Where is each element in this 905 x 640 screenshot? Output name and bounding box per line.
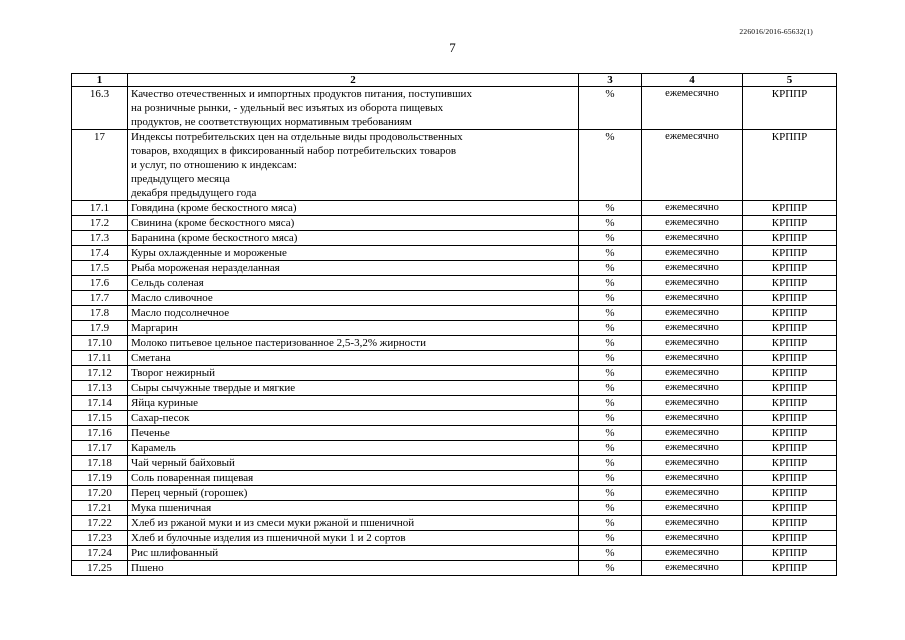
- indicator-name: Индексы потребительских цен на отдельные виды продовольственных товаров, входящих в фиксированный набор потребительских товаров и услуг, по отношению к индексам: предыдущего месяца декабря предыдущего года: [128, 130, 579, 201]
- source-cell: КРППР: [743, 546, 837, 561]
- periodicity-cell: ежемесячно: [642, 351, 743, 366]
- row-number: 17.7: [72, 291, 128, 306]
- unit-cell: %: [579, 130, 642, 201]
- source-cell: КРППР: [743, 486, 837, 501]
- unit-cell: %: [579, 396, 642, 411]
- source-cell: КРППР: [743, 321, 837, 336]
- source-cell: КРППР: [743, 561, 837, 576]
- indicator-name: Баранина (кроме бескостного мяса): [128, 231, 579, 246]
- row-number: 17.12: [72, 366, 128, 381]
- source-cell: КРППР: [743, 291, 837, 306]
- indicator-name: Сельдь соленая: [128, 276, 579, 291]
- indicator-name: Свинина (кроме бескостного мяса): [128, 216, 579, 231]
- unit-cell: %: [579, 351, 642, 366]
- row-number: 17.5: [72, 261, 128, 276]
- indicator-name: Молоко питьевое цельное пастеризованное 2,5-3,2% жирности: [128, 336, 579, 351]
- source-cell: КРППР: [743, 261, 837, 276]
- periodicity-cell: ежемесячно: [642, 471, 743, 486]
- indicator-name: Печенье: [128, 426, 579, 441]
- periodicity-cell: ежемесячно: [642, 366, 743, 381]
- unit-cell: %: [579, 321, 642, 336]
- unit-cell: %: [579, 306, 642, 321]
- column-header: 5: [743, 74, 837, 87]
- column-header: 1: [72, 74, 128, 87]
- indicator-name: Сыры сычужные твердые и мягкие: [128, 381, 579, 396]
- periodicity-cell: ежемесячно: [642, 246, 743, 261]
- page-number: 7: [449, 40, 456, 55]
- row-number: 17.19: [72, 471, 128, 486]
- unit-cell: %: [579, 516, 642, 531]
- source-cell: КРППР: [743, 501, 837, 516]
- document-registration-number: 226016/2016-65632(1): [739, 27, 813, 36]
- source-cell: КРППР: [743, 306, 837, 321]
- unit-cell: %: [579, 561, 642, 576]
- table-row: [72, 516, 837, 531]
- table-row: [72, 426, 837, 441]
- periodicity-cell: ежемесячно: [642, 321, 743, 336]
- table-row: [72, 381, 837, 396]
- table-row: [72, 216, 837, 231]
- table-row: [72, 276, 837, 291]
- unit-cell: %: [579, 471, 642, 486]
- periodicity-cell: ежемесячно: [642, 516, 743, 531]
- table-row: [72, 456, 837, 471]
- source-cell: КРППР: [743, 336, 837, 351]
- unit-cell: %: [579, 231, 642, 246]
- indicator-name: Яйца куриные: [128, 396, 579, 411]
- periodicity-cell: ежемесячно: [642, 261, 743, 276]
- indicator-name: Рыба мороженая неразделанная: [128, 261, 579, 276]
- row-number: 17.9: [72, 321, 128, 336]
- source-cell: КРППР: [743, 87, 837, 130]
- periodicity-cell: ежемесячно: [642, 87, 743, 130]
- row-number: 17.15: [72, 411, 128, 426]
- unit-cell: %: [579, 546, 642, 561]
- periodicity-cell: ежемесячно: [642, 336, 743, 351]
- unit-cell: %: [579, 486, 642, 501]
- table-row: [72, 231, 837, 246]
- table-row: [72, 396, 837, 411]
- unit-cell: %: [579, 87, 642, 130]
- periodicity-cell: ежемесячно: [642, 456, 743, 471]
- indicator-name: Пшено: [128, 561, 579, 576]
- row-number: 17.23: [72, 531, 128, 546]
- periodicity-cell: ежемесячно: [642, 381, 743, 396]
- row-number: 17.1: [72, 201, 128, 216]
- periodicity-cell: ежемесячно: [642, 276, 743, 291]
- indicator-name: Перец черный (горошек): [128, 486, 579, 501]
- indicator-name: Масло подсолнечное: [128, 306, 579, 321]
- indicator-name: Чай черный байховый: [128, 456, 579, 471]
- unit-cell: %: [579, 411, 642, 426]
- row-number: 17.10: [72, 336, 128, 351]
- periodicity-cell: ежемесячно: [642, 531, 743, 546]
- source-cell: КРППР: [743, 426, 837, 441]
- source-cell: КРППР: [743, 246, 837, 261]
- source-cell: КРППР: [743, 456, 837, 471]
- indicator-name: Соль поваренная пищевая: [128, 471, 579, 486]
- source-cell: КРППР: [743, 231, 837, 246]
- periodicity-cell: ежемесячно: [642, 216, 743, 231]
- table-row: [72, 130, 837, 201]
- table-row: [72, 246, 837, 261]
- row-number: 17.8: [72, 306, 128, 321]
- periodicity-cell: ежемесячно: [642, 426, 743, 441]
- indicator-name: Маргарин: [128, 321, 579, 336]
- table-row: [72, 366, 837, 381]
- table-row: [72, 351, 837, 366]
- column-header: 2: [128, 74, 579, 87]
- periodicity-cell: ежемесячно: [642, 231, 743, 246]
- source-cell: КРППР: [743, 441, 837, 456]
- table-row: [72, 441, 837, 456]
- table-row: [72, 411, 837, 426]
- unit-cell: %: [579, 336, 642, 351]
- row-number: 17.6: [72, 276, 128, 291]
- table-header-row: [72, 74, 837, 87]
- source-cell: КРППР: [743, 531, 837, 546]
- periodicity-cell: ежемесячно: [642, 396, 743, 411]
- column-header: 4: [642, 74, 743, 87]
- periodicity-cell: ежемесячно: [642, 306, 743, 321]
- indicator-name: Говядина (кроме бескостного мяса): [128, 201, 579, 216]
- column-header: 3: [579, 74, 642, 87]
- unit-cell: %: [579, 246, 642, 261]
- indicator-name: Сахар-песок: [128, 411, 579, 426]
- source-cell: КРППР: [743, 381, 837, 396]
- source-cell: КРППР: [743, 366, 837, 381]
- unit-cell: %: [579, 456, 642, 471]
- indicator-name: Сметана: [128, 351, 579, 366]
- indicator-name: Мука пшеничная: [128, 501, 579, 516]
- table-row: [72, 306, 837, 321]
- table-row: [72, 261, 837, 276]
- indicator-name: Карамель: [128, 441, 579, 456]
- periodicity-cell: ежемесячно: [642, 291, 743, 306]
- table-row: [72, 201, 837, 216]
- table-row: [72, 486, 837, 501]
- table-row: [72, 321, 837, 336]
- row-number: 17.2: [72, 216, 128, 231]
- row-number: 17.18: [72, 456, 128, 471]
- row-number: 17.13: [72, 381, 128, 396]
- indicator-name: Хлеб из ржаной муки и из смеси муки ржаной и пшеничной: [128, 516, 579, 531]
- row-number: 17.14: [72, 396, 128, 411]
- row-number: 17.24: [72, 546, 128, 561]
- unit-cell: %: [579, 276, 642, 291]
- indicator-name: Масло сливочное: [128, 291, 579, 306]
- source-cell: КРППР: [743, 396, 837, 411]
- source-cell: КРППР: [743, 276, 837, 291]
- row-number: 17.22: [72, 516, 128, 531]
- unit-cell: %: [579, 216, 642, 231]
- unit-cell: %: [579, 201, 642, 216]
- periodicity-cell: ежемесячно: [642, 411, 743, 426]
- unit-cell: %: [579, 261, 642, 276]
- row-number: 17: [72, 130, 128, 201]
- row-number: 17.17: [72, 441, 128, 456]
- indicator-name: Рис шлифованный: [128, 546, 579, 561]
- row-number: 17.20: [72, 486, 128, 501]
- periodicity-cell: ежемесячно: [642, 130, 743, 201]
- source-cell: КРППР: [743, 411, 837, 426]
- table-row: [72, 561, 837, 576]
- periodicity-cell: ежемесячно: [642, 546, 743, 561]
- indicators-table: [71, 73, 837, 576]
- unit-cell: %: [579, 501, 642, 516]
- periodicity-cell: ежемесячно: [642, 486, 743, 501]
- row-number: 17.4: [72, 246, 128, 261]
- row-number: 17.11: [72, 351, 128, 366]
- unit-cell: %: [579, 381, 642, 396]
- unit-cell: %: [579, 291, 642, 306]
- source-cell: КРППР: [743, 351, 837, 366]
- source-cell: КРППР: [743, 516, 837, 531]
- periodicity-cell: ежемесячно: [642, 561, 743, 576]
- periodicity-cell: ежемесячно: [642, 501, 743, 516]
- source-cell: КРППР: [743, 471, 837, 486]
- table-row: [72, 471, 837, 486]
- table-row: [72, 546, 837, 561]
- row-number: 17.16: [72, 426, 128, 441]
- table-row: [72, 291, 837, 306]
- indicator-name: Творог нежирный: [128, 366, 579, 381]
- indicator-name: Качество отечественных и импортных продуктов питания, поступивших на розничные рынки, - удельный вес изъятых из оборота пищевых продуктов, не соответствующих нормативным требованиям: [128, 87, 579, 130]
- row-number: 16.3: [72, 87, 128, 130]
- table-row: [72, 531, 837, 546]
- source-cell: КРППР: [743, 216, 837, 231]
- unit-cell: %: [579, 531, 642, 546]
- periodicity-cell: ежемесячно: [642, 201, 743, 216]
- periodicity-cell: ежемесячно: [642, 441, 743, 456]
- unit-cell: %: [579, 366, 642, 381]
- table-row: [72, 87, 837, 130]
- table-row: [72, 336, 837, 351]
- table-body: [72, 87, 837, 576]
- row-number: 17.21: [72, 501, 128, 516]
- table-row: [72, 501, 837, 516]
- row-number: 17.3: [72, 231, 128, 246]
- indicator-name: Хлеб и булочные изделия из пшеничной муки 1 и 2 сортов: [128, 531, 579, 546]
- source-cell: КРППР: [743, 130, 837, 201]
- unit-cell: %: [579, 426, 642, 441]
- indicator-name: Куры охлажденные и мороженые: [128, 246, 579, 261]
- source-cell: КРППР: [743, 201, 837, 216]
- unit-cell: %: [579, 441, 642, 456]
- row-number: 17.25: [72, 561, 128, 576]
